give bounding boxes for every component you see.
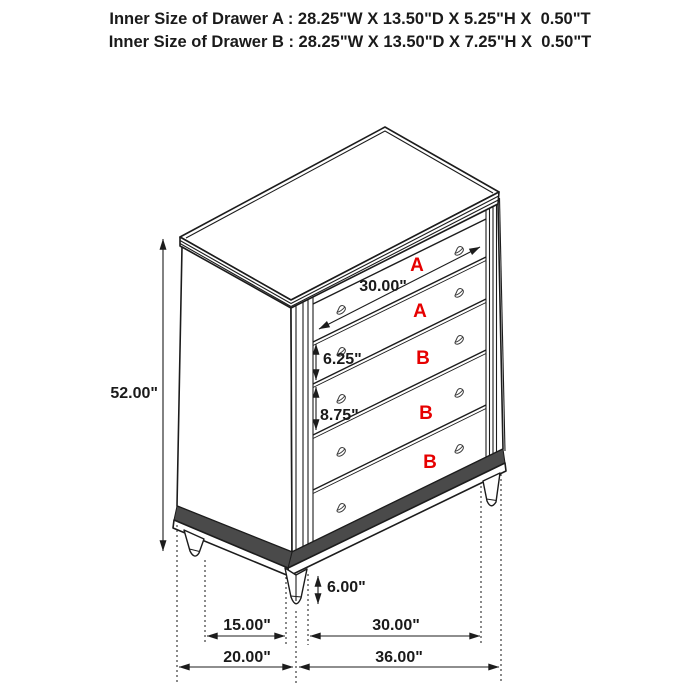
drawer-2-label: A bbox=[413, 301, 427, 322]
overall-width-label: 36.00" bbox=[375, 649, 423, 666]
drawer-width-label: 30.00" bbox=[359, 278, 407, 295]
drawer-b-inner-size-text: Inner Size of Drawer B : 28.25"W X 13.50"D X 7.25"H X 0.50"T bbox=[108, 33, 592, 51]
drawer-1-label: A bbox=[410, 255, 424, 276]
drawer-4-label: B bbox=[419, 403, 433, 424]
front-leg-span-label: 30.00" bbox=[372, 617, 420, 634]
drawer-a-height-label: 6.25" bbox=[323, 351, 362, 368]
drawer-a-inner-size-text: Inner Size of Drawer A : 28.25"W X 13.50"D X 5.25"H X 0.50"T bbox=[109, 10, 591, 28]
leg-height-label: 6.00" bbox=[327, 579, 366, 596]
header-annotation bbox=[109, 10, 591, 51]
side-leg-span-label: 15.00" bbox=[223, 617, 271, 634]
drawer-3-label: B bbox=[416, 348, 430, 369]
drawer-5-label: B bbox=[423, 452, 437, 473]
overall-height-label: 52.00" bbox=[110, 385, 158, 402]
overall-depth-label: 20.00" bbox=[223, 649, 271, 666]
drawer-b-height-label: 8.75" bbox=[320, 407, 359, 424]
